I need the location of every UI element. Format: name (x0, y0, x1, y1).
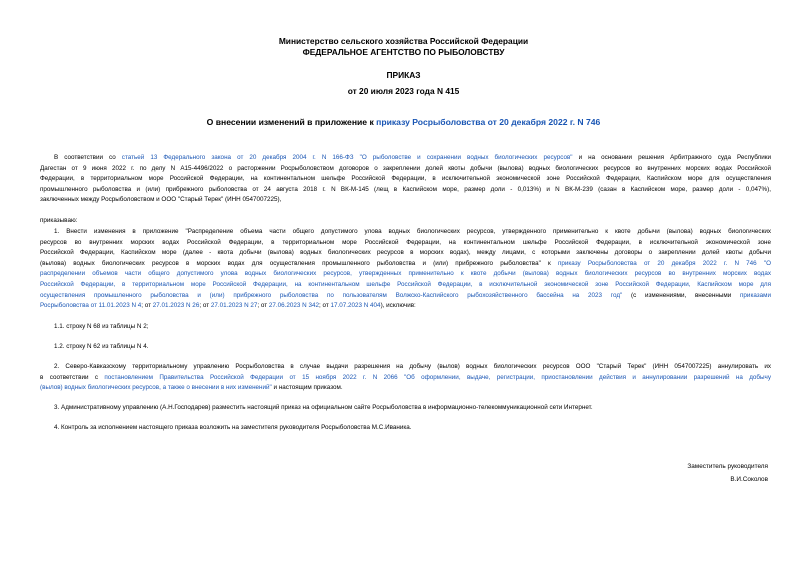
item2-text: и настоящим приказом. (271, 384, 343, 392)
item2-link[interactable]: (вылов) водных биологических ресурсов, а также о внесении в них изменений" (40, 384, 272, 392)
preamble-text: Дагестан от 9 июня 2022 г. по делу N А15-4496/2022 о расторжении Росрыболовством договоров о закреплении долей квоты добычи (вылова) водных биологических ресурсов во внутренних морских водах Российской (40, 164, 771, 172)
item2-text: 2. Северо-Кавказскому территориальному управлению Росрыболовства в случае выдачи разрешения на добычу (вылов) водных биологических ресурсов ООО "Старый Терек" (ИНН 0547007225) аннулировать их (54, 363, 771, 370)
item1-line (40, 269, 771, 280)
item1-link[interactable]: распределении объемов части общего допустимого улова водных биологических ресурсов, утвержденных применительно к квоте добычи (вылова) водных биологических ресурсов во внутренних морских водах (40, 270, 771, 278)
preamble-text: и на основании решения Арбитражного суда Республики (572, 154, 771, 161)
order-word-text: приказываю: (40, 217, 78, 224)
item2-line (40, 373, 771, 384)
item1-text: (вылова) водных биологических ресурсов в морских водах для осуществления промышленного рыболовства и (или) прибрежного рыболовства" к (40, 259, 558, 267)
item2-line (40, 362, 771, 373)
item-1-1-text: 1.1. строку N 68 из таблицы N 2; (54, 323, 149, 330)
item1-line (40, 301, 771, 312)
item2-line (40, 383, 771, 394)
item-3 (40, 403, 771, 414)
item-1-paragraph (40, 227, 771, 312)
preamble-line (40, 195, 771, 206)
item1-link[interactable]: 27.01.2023 N 26 (152, 302, 200, 310)
item-1-1 (40, 322, 771, 333)
signature-position: Заместитель руководителя (687, 463, 768, 470)
item1-text: ; от (257, 302, 269, 310)
item1-line (40, 259, 771, 270)
preamble-text: промышленного рыболовства и (или) прибрежного рыболовства от 24 августа 2018 г. N ВК-М-145 (лещ в Каспийском море, размер доли - 0,013%) и N ВК-М-239 (сазан в Каспийском море, размер доли - 0,047%), (40, 185, 771, 193)
signature-name: В.И.Соколов (730, 476, 768, 483)
document-title (0, 117, 807, 127)
preamble-text: Федерации, в территориальном море Российской Федерации, на континентальном шельфе Российской Федерации, в исключительной экономической зоне Российской Федерации, Каспийском море для осуществления (40, 175, 771, 183)
item1-text: ), исключив: (380, 302, 416, 310)
preamble-line (40, 174, 771, 185)
document-date-number: от 20 июля 2023 года N 415 (347, 86, 460, 96)
title-text: О внесении изменений в приложение к (206, 117, 377, 127)
preamble-line (40, 185, 771, 196)
item-1-2 (40, 342, 771, 353)
ministry-name: Министерство сельского хозяйства Российской Федерации (278, 36, 529, 46)
item1-text: ; от (318, 302, 331, 310)
preamble-text: В соответствии со (54, 154, 122, 161)
item1-line (40, 238, 771, 249)
item1-link[interactable]: осуществления промышленного рыболовства и (или) прибрежного рыболовства по пользователям Волжско-Каспийского рыбохозяйственного бассейна на 2023 год" (40, 291, 623, 299)
item1-line (40, 227, 771, 238)
item-4 (40, 423, 771, 434)
preamble-text: заключенных между Росрыболовством и ООО "Старый Терек" (ИНН 0547007225), (40, 196, 282, 204)
item-1-2-text: 1.2. строку N 62 из таблицы N 4. (54, 343, 149, 350)
preamble-link[interactable]: статьей 13 Федерального закона от 20 декабря 2004 г. N 166-ФЗ "О рыболовстве и сохранении водных биологических ресурсов" (121, 154, 573, 161)
item1-line (40, 248, 771, 259)
item1-text: ; от (199, 302, 211, 310)
agency-name: ФЕДЕРАЛЬНОЕ АГЕНТСТВО ПО РЫБОЛОВСТВУ (302, 47, 505, 57)
item1-text: ; от (141, 302, 153, 310)
item1-text: Российской Федерации, Каспийском море (далее - квота добычи (вылова) водных биологических ресурсов в морских водах), между лицами, с которыми заключены договоры о закреплении долей квоты добычи (40, 249, 771, 257)
item-2-paragraph (40, 362, 771, 394)
item-4-text: 4. Контроль за исполнением настоящего приказа возложить на заместителя руководителя Росрыболовства М.С.Иваника. (54, 424, 412, 431)
item1-link[interactable]: приказами (740, 291, 771, 299)
item1-line (40, 291, 771, 302)
order-word (40, 216, 771, 227)
item1-text: (с изменениями, внесенными (622, 291, 741, 299)
item-3-text: 3. Административному управлению (А.Н.Господарев) разместить настоящий приказ на официальном сайте Росрыболовства в информационно-телекоммуникационной сети Интернет. (54, 404, 593, 411)
title-order-link[interactable]: приказу Росрыболовства от 20 декабря 2022 г. N 746 (376, 117, 601, 127)
item1-text: 1. Внести изменения в приложение "Распределение объема части общего допустимого улова водных биологических ресурсов, утвержденного применительно к квоте добычи (вылова) водных биологических (54, 228, 771, 235)
item1-link[interactable]: 27.06.2023 N 342 (268, 302, 319, 310)
preamble-paragraph (40, 153, 771, 206)
item1-link[interactable]: 27.01.2023 N 27 (210, 302, 258, 310)
item1-text: ресурсов во внутренних морских водах Российской Федерации, в территориальном море Российской Федерации, на континентальном шельфе Российской Федерации, в исключительной экономической зоне (40, 238, 771, 246)
item1-link[interactable]: Российской Федерации, в территориальном море Российской Федерации, на континентальном шельфе Российской Федерации, в исключительной экономической зоне Российской Федерации, Каспийском море для (40, 280, 771, 288)
item1-link[interactable]: приказу Росрыболовства от 20 декабря 2022 г. N 746 "О (557, 259, 771, 267)
preamble-line (40, 164, 771, 175)
preamble-line (40, 153, 771, 164)
item2-text: в соответствии с (40, 373, 105, 381)
item2-link[interactable]: постановлением Правительства Российской Федерации от 15 ноября 2022 г. N 2066 "Об оформлении, выдаче, регистрации, приостановлении действия и аннулировании разрешений на добычу (104, 373, 771, 381)
document-type: ПРИКАЗ (386, 70, 421, 80)
item1-line (40, 280, 771, 291)
item1-link[interactable]: 17.07.2023 N 404 (330, 302, 381, 310)
item1-link[interactable]: Росрыболовства от 11.01.2023 N 4 (40, 302, 142, 310)
